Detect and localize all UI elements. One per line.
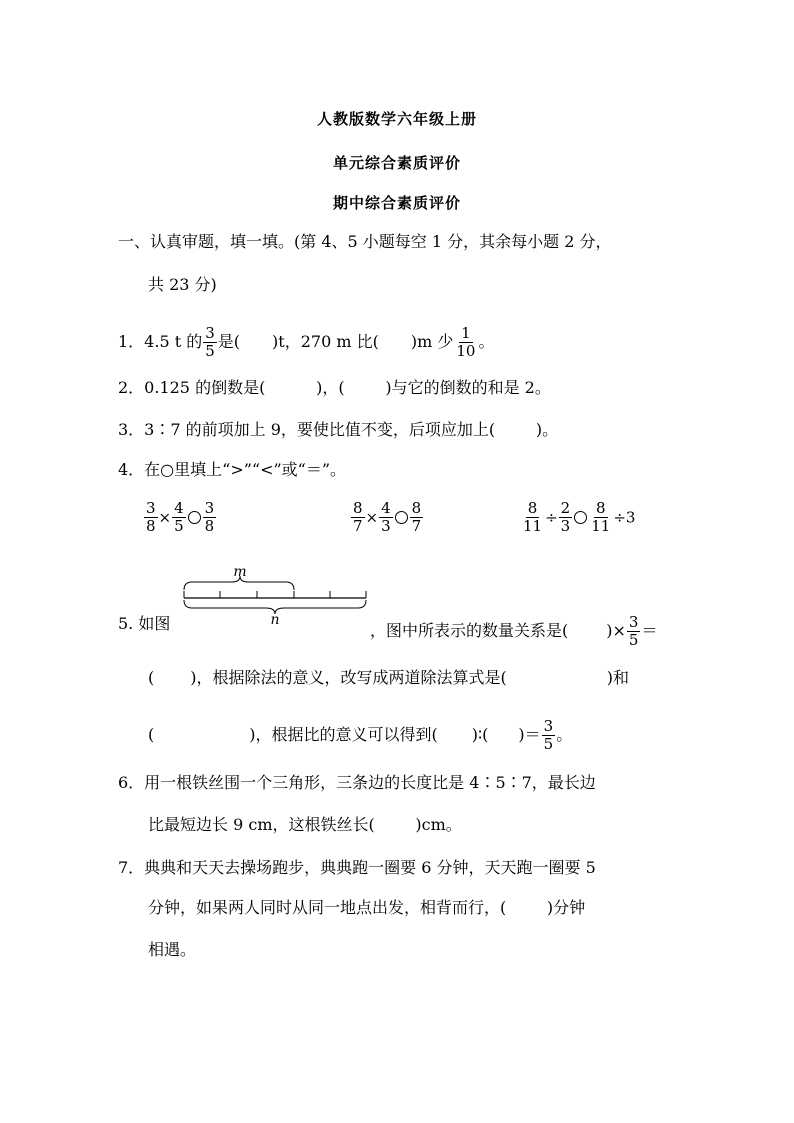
q1-fraction-2 [454, 325, 477, 360]
fraction-denominator: 7 [411, 517, 422, 535]
unit-title: 单元综合素质评价 [332, 154, 461, 172]
operator: ÷ [545, 508, 558, 527]
q4-expression-2 [350, 500, 424, 535]
question-5-line-2 [148, 668, 629, 688]
section1-heading-cont: 共 23 分) [148, 275, 217, 294]
q1-fraction-1 [203, 325, 217, 360]
fraction-numerator: 2 [560, 499, 571, 517]
fraction-numerator: 8 [411, 499, 422, 517]
fraction-denominator: 5 [628, 631, 639, 649]
fraction-numerator: 4 [381, 499, 391, 517]
fraction [410, 500, 424, 535]
fraction-denominator: 5 [174, 517, 184, 535]
fraction-denominator: 7 [353, 517, 363, 535]
q5-line3-d: )＝ [518, 725, 541, 744]
fraction-denominator: 3 [560, 517, 571, 535]
fraction-denominator: 5 [543, 735, 554, 753]
q4-expression-3 [520, 500, 635, 535]
fraction-numerator: 8 [595, 499, 606, 517]
label-m: m [233, 564, 247, 580]
question-7-end: 相遇。 [148, 940, 197, 959]
fraction [379, 500, 393, 535]
q5-text-b: ，图中所表示的数量关系是( [370, 621, 569, 640]
question-1 [118, 325, 494, 360]
fraction [203, 500, 217, 535]
question-6-cont: 比最短边长 9 cm，这根铁丝长( )cm。 [148, 815, 462, 834]
q1-text-c: )t，270 m 比( [272, 332, 379, 351]
q5-line2-b: )，根据除法的意义，改写成两道除法算式是( [190, 668, 507, 687]
q1-text-b: 是( [217, 332, 241, 351]
fraction-numerator: 3 [628, 613, 639, 631]
fraction-denominator: 11 [523, 517, 543, 535]
fraction-numerator: 3 [205, 324, 215, 342]
question-2: 2．0.125 的倒数是( )，( )与它的倒数的和是 2。 [118, 378, 551, 397]
q5-line3-c: )∶( [471, 725, 489, 744]
question-3: 3．3∶7 的前项加上 9，要使比值不变，后项应加上( )。 [118, 420, 559, 439]
fraction-numerator: 3 [204, 499, 215, 517]
q5-line2-a: ( [148, 668, 155, 687]
q4-expression-1 [143, 500, 217, 535]
compare-circle[interactable] [188, 511, 201, 524]
fraction-numerator: 8 [353, 499, 363, 517]
compare-circle[interactable] [574, 511, 587, 524]
q5-line3-b: )，根据比的意义可以得到( [249, 725, 438, 744]
fraction-numerator: 3 [146, 499, 156, 517]
question-6: 6．用一根铁丝围一个三角形，三条边的长度比是 4∶5∶7，最长边 [118, 773, 596, 792]
q5-label: 5. 如图 [118, 614, 171, 633]
fraction [589, 500, 612, 535]
fraction-numerator: 8 [527, 499, 538, 517]
fraction [144, 500, 158, 535]
fraction-denominator: 11 [591, 517, 611, 535]
label-n: n [270, 612, 280, 626]
question-7: 7．典典和天天去操场跑步，典典跑一圈要 6 分钟，天天跑一圈要 5 [118, 858, 596, 877]
section1-heading: 一、认真审题，填一填。(第 4、5 小题每空 1 分，其余每小题 2 分， [118, 232, 612, 251]
q1-text-d: )m 少 [410, 332, 454, 351]
segment-diagram [180, 562, 372, 626]
q5-line3-e: 。 [556, 725, 573, 744]
fraction-denominator: 8 [204, 517, 215, 535]
fraction-denominator: 8 [146, 517, 156, 535]
question-7-cont: 分钟，如果两人同时从同一地点出发，相背而行，( )分钟 [148, 898, 586, 917]
exam-title: 期中综合素质评价 [332, 194, 461, 212]
q5-text-d: ＝ [641, 621, 658, 640]
fraction-denominator: 5 [205, 342, 215, 360]
q5-fraction [627, 614, 641, 649]
q5-line2-c: )和 [606, 668, 629, 687]
question-4: 4．在○里填上“>”“<”或“＝”。 [118, 460, 347, 479]
fraction-numerator: 3 [543, 717, 554, 735]
question-5-line-3 [148, 718, 572, 753]
fraction [559, 500, 573, 535]
fraction-numerator: 1 [461, 324, 471, 342]
fraction-denominator: 10 [456, 342, 476, 360]
q5-fraction-2 [542, 718, 556, 753]
q1-text-a: 1．4.5 t 的 [118, 332, 203, 351]
tail-operation: ÷3 [613, 508, 636, 527]
q1-text-e: 。 [478, 332, 495, 351]
operator: × [158, 508, 172, 527]
book-title: 人教版数学六年级上册 [316, 110, 477, 128]
q5-line3-a: ( [148, 725, 155, 744]
fraction [172, 500, 186, 535]
compare-circle[interactable] [395, 511, 408, 524]
fraction [351, 500, 365, 535]
q5-text-c: )× [606, 621, 626, 640]
fraction-numerator: 4 [174, 499, 184, 517]
fraction [521, 500, 544, 535]
question-5-line-1 [370, 614, 657, 649]
operator: × [365, 508, 379, 527]
fraction-denominator: 3 [381, 517, 391, 535]
